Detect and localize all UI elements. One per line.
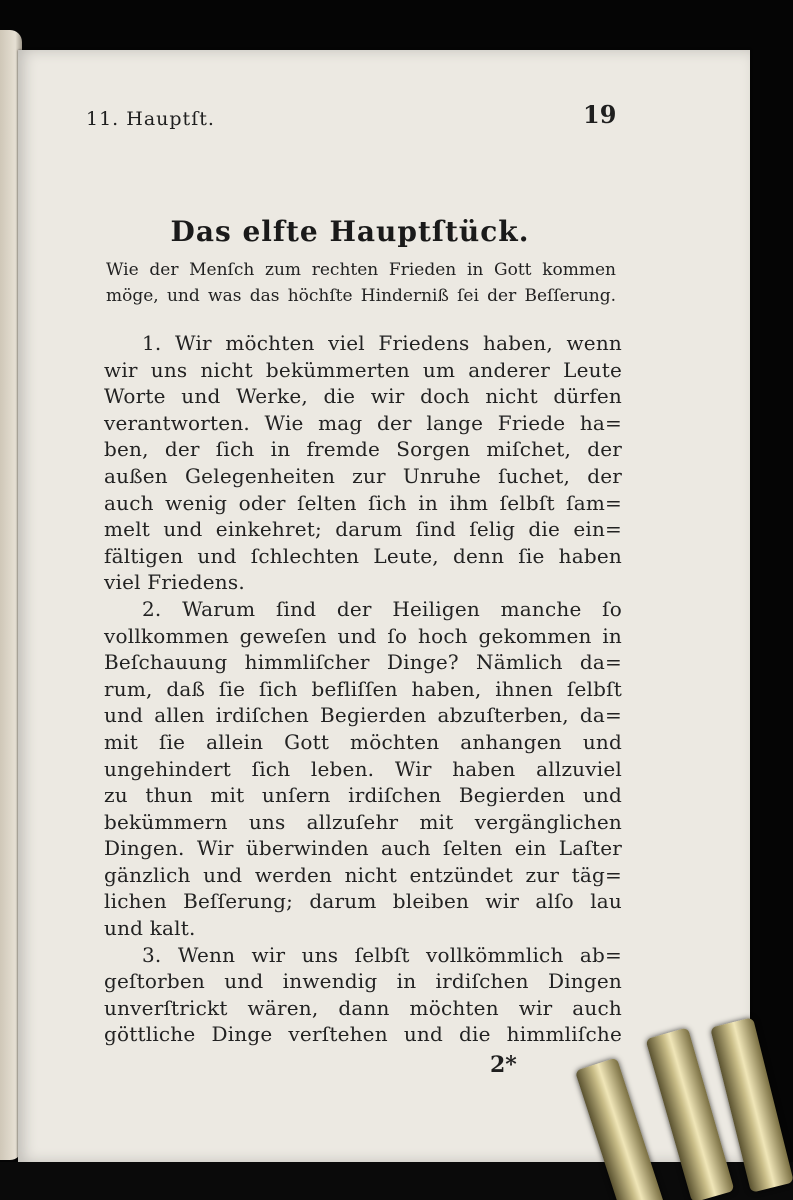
text-line: unverſtrickt wären, dann möchten wir auch [104,995,622,1020]
text-line: lichen Beſſerung; darum bleiben wir alſo lau [104,889,622,914]
text-line: ben, der ſich in fremde Sorgen miſchet, der [104,437,622,462]
text-line: gänzlich und werden nicht entzündet zur täg= [104,862,622,887]
subtitle-line: Wie der Menſch zum rechten Frieden in Gott kommen [106,260,616,280]
text-line: auch wenig oder ſelten ſich in ihm ſelbſt ſam= [104,490,622,515]
page-clips [590,1010,793,1200]
text-line: melt und einkehret; darum ſind ſelig die ein= [104,517,622,542]
signature-mark: 2* [490,1052,517,1078]
text-line: bekümmern uns allzuſehr mit vergänglichen [104,809,622,834]
running-head: 11. Hauptſt. [86,108,215,130]
text-line: vollkommen geweſen und ſo hoch gekommen in [104,623,622,648]
text-line: 3. Wenn wir uns ſelbſt vollkömmlich ab= [142,942,622,967]
text-line: Worte und Werke, die wir doch nicht dürfen [104,384,622,409]
text-line: außen Gelegenheiten zur Unruhe ſuchet, der [104,463,622,488]
text-line: wir uns nicht bekümmerten um anderer Leute [104,357,622,382]
text-line: Dingen. Wir überwinden auch ſelten ein Laſter [104,836,622,861]
text-line: Beſchauung himmliſcher Dinge? Nämlich da= [104,650,622,675]
page-number: 19 [583,100,617,129]
chapter-subtitle [106,257,616,309]
subtitle-line: möge, und was das höchſte Hinderniß ſei der Beſſerung. [106,286,616,306]
text-line: zu thun mit unſern irdiſchen Begierden und [104,783,622,808]
body-text [104,330,622,1048]
text-line: ungehindert ſich leben. Wir haben allzuviel [104,756,622,781]
text-line: 2. Warum ſind der Heiligen manche ſo [142,596,622,621]
text-line: verantworten. Wie mag der lange Friede ha= [104,410,622,435]
text-line: und kalt. [104,916,196,941]
text-line: geſtorben und inwendig in irdiſchen Dingen [104,969,622,994]
text-line: viel Friedens. [104,570,245,595]
text-line: göttliche Dinge verſtehen und die himmliſche [104,1022,622,1047]
text-line: und allen irdiſchen Begierden abzuſterben, da= [104,703,622,728]
text-line: fältigen und ſchlechten Leute, denn ſie haben [104,543,622,568]
text-line: rum, daß ſie ſich befliſſen haben, ihnen ſelbſt [104,676,622,701]
text-line: mit ſie allein Gott möchten anhangen und [104,729,622,754]
text-line: 1. Wir möchten viel Friedens haben, wenn [142,331,622,355]
chapter-title: Das elfte Hauptſtück. [170,215,530,248]
